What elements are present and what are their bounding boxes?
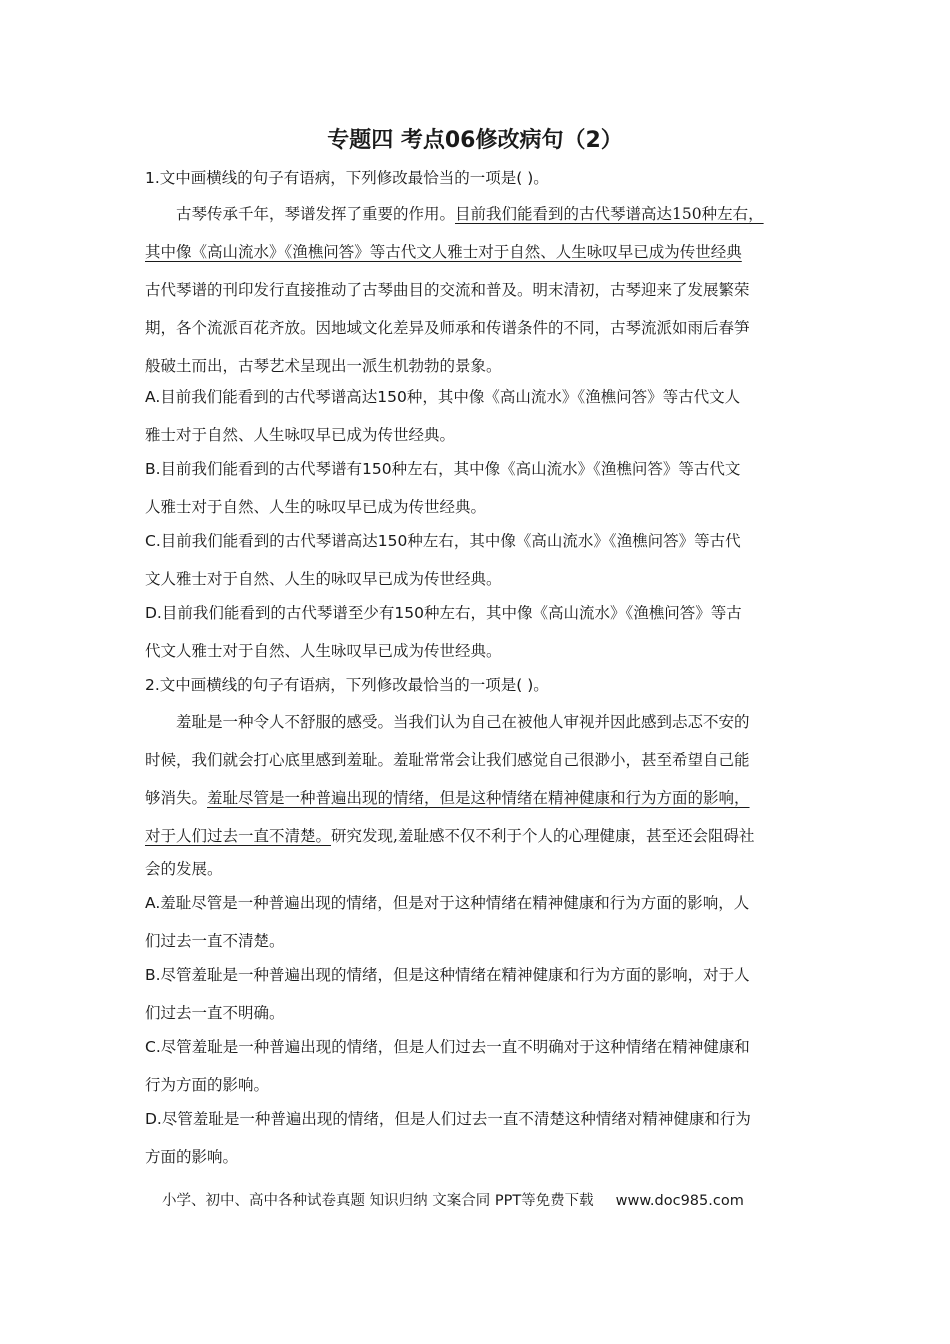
q1-stem: 1.文中画横线的句子有语病，下列修改最恰当的一项是( )。	[145, 169, 549, 187]
q2-option-d: D.尽管羞耻是一种普遍出现的情绪，但是人们过去一直不清楚这种情绪对精神健康和行为	[145, 1110, 751, 1128]
q2-passage-line-5: 会的发展。	[145, 860, 223, 878]
q1-passage-text: 古琴传承千年，琴谱发挥了重要的作用。	[176, 205, 456, 223]
q1-passage-line-1	[176, 203, 764, 225]
footer-text: 小学、初中、高中各种试卷真题 知识归纳 文案合同 PPT等免费下载	[162, 1193, 594, 1209]
q2-passage-line-2: 时候，我们就会打心底里感到羞耻。羞耻常常会让我们感觉自己很渺小，甚至希望自己能	[145, 751, 750, 769]
q1-option-c-cont: 文人雅士对于自然、人生的咏叹早已成为传世经典。	[145, 570, 502, 588]
q1-option-b-cont: 人雅士对于自然、人生的咏叹早已成为传世经典。	[145, 498, 487, 516]
footer-url-link[interactable]: www.doc985.com	[615, 1193, 744, 1209]
q1-option-c: C.目前我们能看到的古代琴谱高达150种左右，其中像《高山流水》《渔樵问答》等古代	[145, 532, 741, 550]
q1-option-b: B.目前我们能看到的古代琴谱有150种左右，其中像《高山流水》《渔樵问答》等古代文	[145, 460, 741, 478]
q1-option-d-cont: 代文人雅士对于自然、人生咏叹早已成为传世经典。	[145, 642, 502, 660]
page-footer	[162, 1190, 744, 1212]
q1-passage-line-5: 般破土而出，古琴艺术呈现出一派生机勃勃的景象。	[145, 357, 502, 375]
q2-stem: 2.文中画横线的句子有语病，下列修改最恰当的一项是( )。	[145, 676, 549, 694]
q2-passage-line-4	[145, 825, 754, 847]
q2-option-b: B.尽管羞耻是一种普遍出现的情绪，但是这种情绪在精神健康和行为方面的影响，对于人	[145, 966, 750, 984]
q2-option-a: A.羞耻尽管是一种普遍出现的情绪，但是对于这种情绪在精神健康和行为方面的影响，人	[145, 894, 750, 912]
q1-passage-line-3: 古代琴谱的刊印发行直接推动了古琴曲目的交流和普及。明末清初，古琴迎来了发展繁荣	[145, 281, 750, 299]
q2-underlined-sentence: 羞耻尽管是一种普遍出现的情绪，但是这种情绪在精神健康和行为方面的影响，	[207, 789, 750, 807]
q2-passage-line-3	[145, 787, 750, 809]
page-title: 专题四 考点06修改病句（2）	[327, 128, 623, 153]
q2-option-a-cont: 们过去一直不清楚。	[145, 932, 285, 950]
q2-passage-line-1: 羞耻是一种令人不舒服的感受。当我们认为自己在被他人审视并因此感到忐忑不安的	[176, 713, 750, 731]
q1-option-a-cont: 雅士对于自然、人生咏叹早已成为传世经典。	[145, 426, 456, 444]
q1-underlined-sentence: 目前我们能看到的古代琴谱高达150种左右，	[455, 205, 764, 223]
q2-option-c-cont: 行为方面的影响。	[145, 1076, 270, 1094]
q1-option-a: A.目前我们能看到的古代琴谱高达150种，其中像《高山流水》《渔樵问答》等古代文人	[145, 388, 741, 406]
q2-passage-text: 研究发现,羞耻感不仅不利于个人的心理健康，甚至还会阻碍社	[331, 827, 755, 845]
q1-option-d: D.目前我们能看到的古代琴谱至少有150种左右，其中像《高山流水》《渔樵问答》等古	[145, 604, 742, 622]
q1-passage-line-2	[145, 241, 742, 263]
q2-underlined-sentence: 对于人们过去一直不清楚。	[145, 827, 332, 845]
q2-option-c: C.尽管羞耻是一种普遍出现的情绪，但是人们过去一直不明确对于这种情绪在精神健康和	[145, 1038, 750, 1056]
q2-option-d-cont: 方面的影响。	[145, 1148, 239, 1166]
q2-option-b-cont: 们过去一直不明确。	[145, 1004, 285, 1022]
q1-underlined-sentence: 其中像《高山流水》《渔樵问答》等古代文人雅士对于自然、人生咏叹早已成为传世经典	[145, 243, 742, 261]
q2-passage-text: 够消失。	[145, 789, 208, 807]
q1-passage-line-4: 期，各个流派百花齐放。因地域文化差异及师承和传谱条件的不同，古琴流派如雨后春笋	[145, 319, 750, 337]
